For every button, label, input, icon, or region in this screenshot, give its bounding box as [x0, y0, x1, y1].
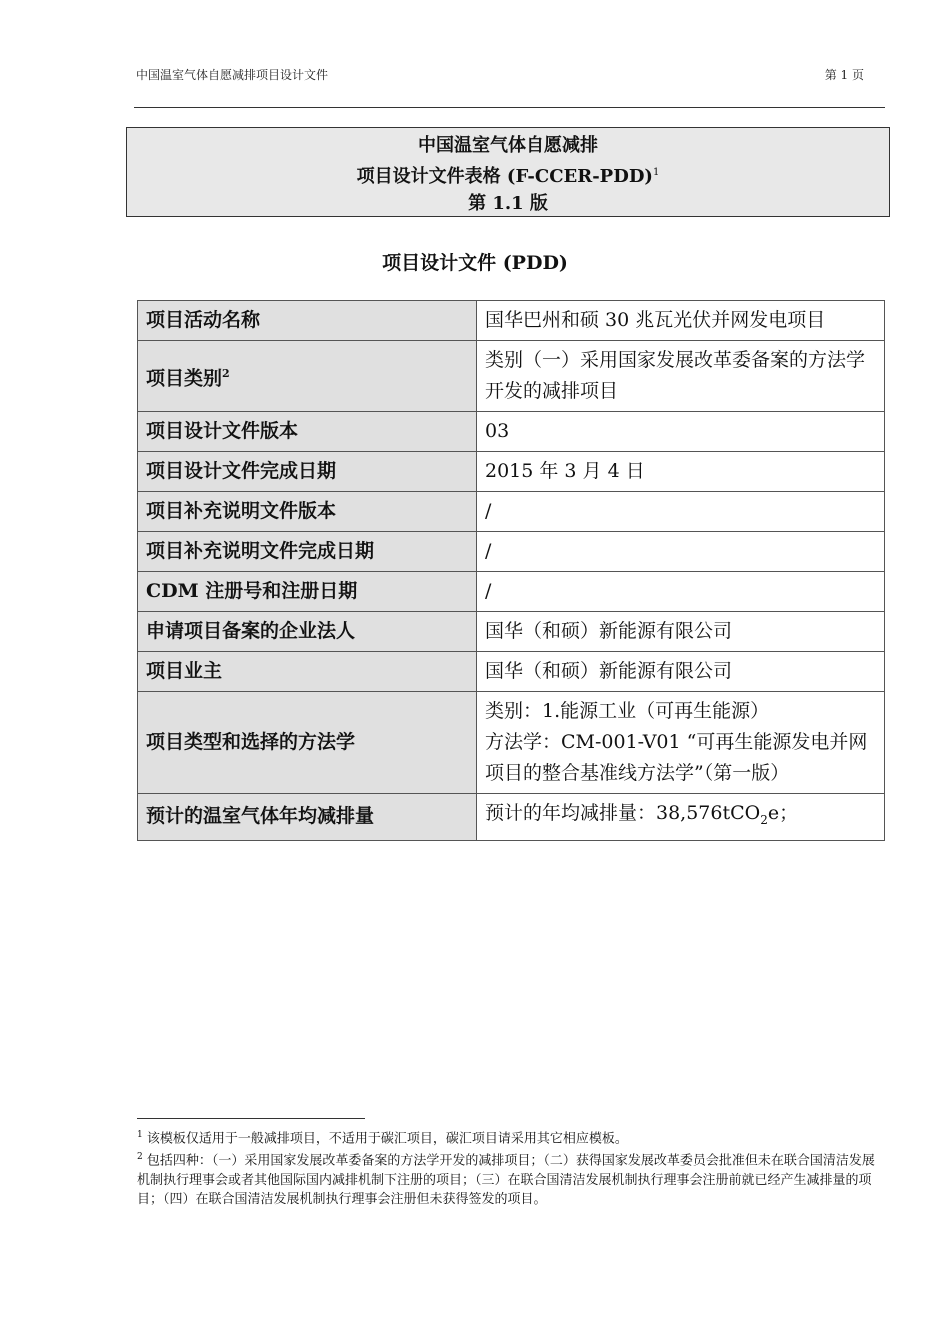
project-info-table	[137, 300, 885, 841]
title-line-2	[127, 159, 889, 190]
row-label	[138, 341, 477, 412]
doc-heading: 项目设计文件 (PDD)	[382, 252, 568, 274]
footnote-1-text: 该模板仅适用于一般减排项目，不适用于碳汇项目，碳汇项目请采用其它相应模板。	[146, 1131, 628, 1147]
row-value: 03	[477, 412, 885, 452]
footnotes	[137, 1126, 885, 1209]
value-subscript: 2	[760, 812, 768, 827]
title-line-1: 中国温室气体自愿减排	[418, 135, 598, 156]
footnote-2	[137, 1148, 885, 1208]
row-value: /	[477, 572, 885, 612]
row-label-text: 项目类别	[146, 367, 223, 390]
table-row	[138, 301, 885, 341]
footnote-1-number: 1	[137, 1130, 143, 1140]
row-label: 预计的温室气体年均减排量	[138, 794, 477, 841]
table-row	[138, 341, 885, 412]
row-label: 项目类型和选择的方法学	[138, 692, 477, 794]
table-row	[138, 412, 885, 452]
table-row	[138, 612, 885, 652]
footnote-ref-2[interactable]: 2	[222, 366, 230, 380]
table-row	[138, 692, 885, 794]
row-value: 国华（和硕）新能源有限公司	[477, 652, 885, 692]
header-divider	[134, 107, 885, 108]
value-prefix: 预计的年均减排量：38,576tCO	[485, 802, 761, 824]
row-value: 国华（和硕）新能源有限公司	[477, 612, 885, 652]
table-row	[138, 794, 885, 841]
value-category-line: 类别：1.能源工业（可再生能源）	[485, 700, 770, 722]
form-title-box	[126, 127, 890, 217]
header-doc-title: 中国温室气体自愿减排项目设计文件	[136, 68, 329, 82]
row-value: 2015 年 3 月 4 日	[477, 452, 885, 492]
footnote-2-text: 包括四种：（一）采用国家发展改革委备案的方法学开发的减排项目；（二）获得国家发展改革委员会批准但未在联合国清洁发展机制执行理事会或者其他国际国内减排机制下注册的项目；（三）在联合国清洁发展机制执行理事会注册前就已经产生减排量的项目；（四）在联合国清洁发展机制执行理事会注册但未获得签发的项目。	[137, 1153, 875, 1207]
row-label: 项目业主	[138, 652, 477, 692]
table-row	[138, 452, 885, 492]
row-label: 项目设计文件版本	[138, 412, 477, 452]
page-header	[136, 66, 864, 86]
footnote-divider	[137, 1118, 365, 1119]
row-label: CDM 注册号和注册日期	[138, 572, 477, 612]
row-value: 国华巴州和硕 30 兆瓦光伏并网发电项目	[477, 301, 885, 341]
row-value	[477, 692, 885, 794]
footnote-2-number: 2	[137, 1152, 143, 1163]
table-row	[138, 572, 885, 612]
row-label: 项目设计文件完成日期	[138, 452, 477, 492]
table-row	[138, 492, 885, 532]
table-row	[138, 532, 885, 572]
title-line-2-text: 项目设计文件表格 (F-CCER-PDD)	[356, 166, 653, 187]
footnote-1	[137, 1126, 885, 1148]
value-suffix: e；	[767, 802, 799, 824]
footnote-ref-1[interactable]: 1	[652, 167, 660, 178]
title-line-3: 第 1.1 版	[468, 193, 548, 214]
row-value: 类别（一）采用国家发展改革委备案的方法学开发的减排项目	[477, 341, 885, 412]
row-label: 项目补充说明文件完成日期	[138, 532, 477, 572]
row-value	[477, 794, 885, 841]
row-label: 申请项目备案的企业法人	[138, 612, 477, 652]
row-value: /	[477, 492, 885, 532]
row-label: 项目活动名称	[138, 301, 477, 341]
value-methodology-line: 方法学：CM-001-V01 “可再生能源发电并网项目的整合基准线方法学”（第一版）	[485, 731, 868, 784]
row-value: /	[477, 532, 885, 572]
table-row	[138, 652, 885, 692]
page-number: 第 1 页	[824, 68, 864, 82]
row-label: 项目补充说明文件版本	[138, 492, 477, 532]
